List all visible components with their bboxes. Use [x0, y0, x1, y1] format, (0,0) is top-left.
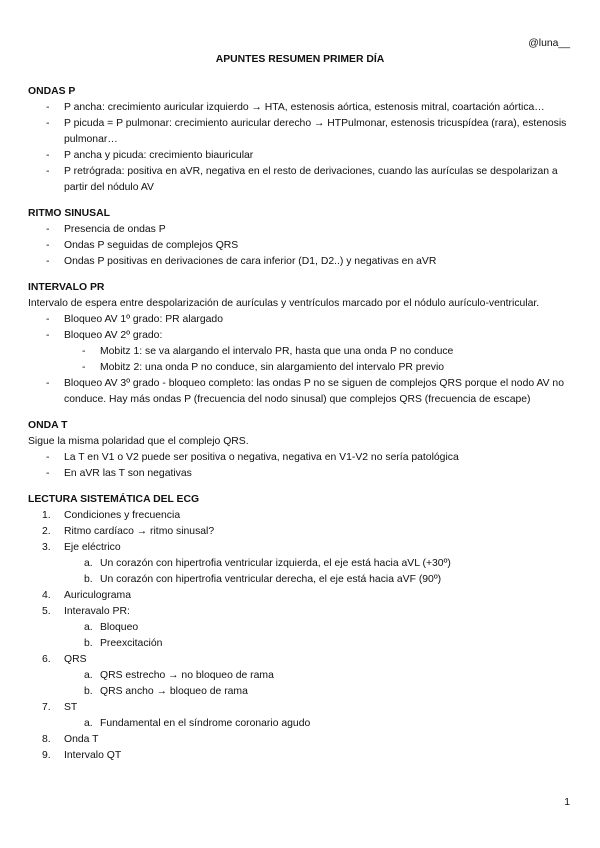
- sub-list-item: - Mobitz 2: una onda P no conduce, sin alargamiento del intervalo PR previo: [82, 362, 445, 373]
- lettered-item: a. Un corazón con hipertrofia ventricular izquierda, el eje está hacia aVL (+30º): [84, 558, 451, 569]
- list-item: - P ancha y picuda: crecimiento biauricular: [46, 150, 254, 161]
- section-heading: RITMO SINUSAL: [28, 208, 110, 219]
- section-intro: Intervalo de espera entre despolarización de aurículas y ventrículos marcado por el nódulo aurículo-ventricular.: [28, 298, 540, 309]
- list-item: - Bloqueo AV 1º grado: PR alargado: [46, 314, 223, 325]
- lettered-item: b. Preexcitación: [84, 638, 163, 649]
- document-body: [28, 84, 573, 774]
- lettered-item: b. QRS ancho → bloqueo de rama: [84, 686, 248, 697]
- numbered-item: 6. QRS: [42, 654, 87, 665]
- numbered-item: 7. ST: [42, 702, 78, 713]
- section-ondas-p: [28, 84, 573, 196]
- document-title: APUNTES RESUMEN PRIMER DÍA: [215, 54, 385, 65]
- section-heading: INTERVALO PR: [28, 282, 105, 293]
- author-handle: @luna__: [528, 38, 570, 49]
- section-heading: ONDA T: [28, 420, 68, 431]
- numbered-item: 1. Condiciones y frecuencia: [42, 510, 181, 521]
- section-intervalo-pr: [28, 280, 573, 408]
- list-item: - Presencia de ondas P: [46, 224, 166, 235]
- list-item: - P picuda = P pulmonar: crecimiento auricular derecho → HTPulmonar, estenosis tricuspídea (rara), estenosis pulmonar…: [46, 118, 567, 145]
- numbered-item: 3. Eje eléctrico: [42, 542, 121, 553]
- section-ritmo-sinusal: [28, 206, 573, 270]
- list-item: - En aVR las T son negativas: [46, 468, 192, 479]
- page-number: 1: [564, 797, 570, 808]
- section-intro: Sigue la misma polaridad que el complejo QRS.: [28, 436, 249, 447]
- numbered-item: 2. Ritmo cardíaco → ritmo sinusal?: [42, 526, 215, 537]
- list-item: - Ondas P seguidas de complejos QRS: [46, 240, 239, 251]
- list-item: - La T en V1 o V2 puede ser positiva o negativa, negativa en V1-V2 no sería patológica: [46, 452, 459, 463]
- list-item: - P retrógrada: positiva en aVR, negativa en el resto de derivaciones, cuando las aurículas se despolarizan a partir del nódulo AV: [46, 166, 558, 193]
- section-heading: LECTURA SISTEMÁTICA DEL ECG: [28, 494, 200, 505]
- numbered-item: 8. Onda T: [42, 734, 99, 745]
- list-item: - Bloqueo AV 2º grado:: [46, 330, 163, 341]
- section-lectura-sistematica: [28, 492, 573, 764]
- list-item: - P ancha: crecimiento auricular izquierdo → HTA, estenosis aórtica, estenosis mitral, coartación aórtica…: [46, 102, 545, 113]
- lettered-item: a. Fundamental en el síndrome coronario agudo: [84, 718, 311, 729]
- lettered-item: a. Bloqueo: [84, 622, 139, 633]
- section-heading: ONDAS P: [28, 86, 76, 97]
- numbered-item: 4. Auriculograma: [42, 590, 131, 601]
- lettered-item: b. Un corazón con hipertrofia ventricular derecha, el eje está hacia aVF (90º): [84, 574, 442, 585]
- lettered-item: a. QRS estrecho → no bloqueo de rama: [84, 670, 274, 681]
- list-item: - Bloqueo AV 3º grado - bloqueo completo: las ondas P no se siguen de complejos QRS porque el nodo AV no conduce. Hay más ondas P (frecuencia del nodo sinusal) que complejos QRS (frecuencia de escape): [46, 378, 564, 405]
- numbered-item: 5. Interavalo PR:: [42, 606, 130, 617]
- list-item: - Ondas P positivas en derivaciones de cara inferior (D1, D2..) y negativas en aVR: [46, 256, 437, 267]
- sub-list-item: - Mobitz 1: se va alargando el intervalo PR, hasta que una onda P no conduce: [82, 346, 454, 357]
- section-onda-t: [28, 418, 573, 482]
- numbered-item: 9. Intervalo QT: [42, 750, 122, 761]
